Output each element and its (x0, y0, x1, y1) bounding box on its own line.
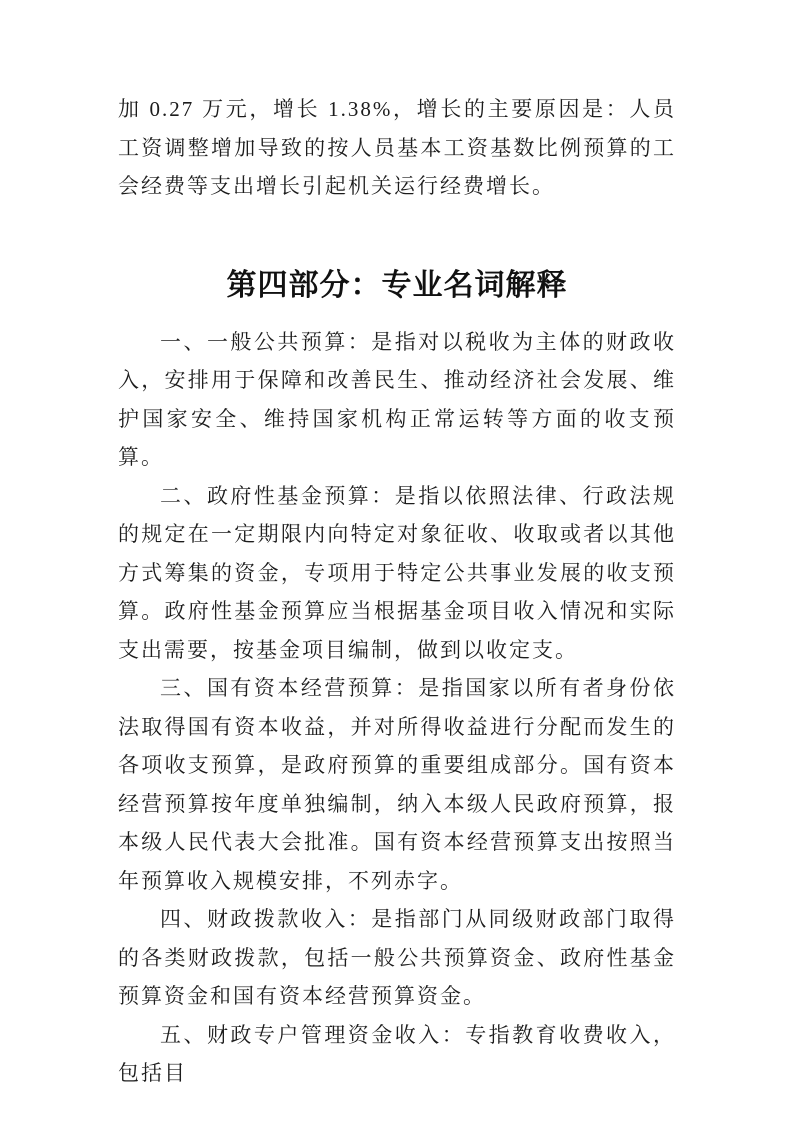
term-paragraph-government-fund-budget: 二、政府性基金预算：是指以依照法律、行政法规的规定在一定期限内向特定对象征收、收取或者以其他方式筹集的资金，专项用于特定公共事业发展的收支预算。政府性基金预算应当根据基金项目收入情况和实际支出需要，按基金项目编制，做到以收定支。 (118, 483, 676, 662)
term-paragraph-fiscal-appropriation-income: 四、财政拨款收入：是指部门从同级财政部门取得的各类财政拨款，包括一般公共预算资金、政府性基金预算资金和国有资本经营预算资金。 (118, 907, 676, 1008)
term-paragraph-state-capital-budget: 三、国有资本经营预算：是指国家以所有者身份依法取得国有资本收益，并对所得收益进行分配而发生的各项收支预算，是政府预算的重要组成部分。国有资本经营预算按年度单独编制，纳入本级人民政府预算，报本级人民代表大会批准。国有资本经营预算支出按照当年预算收入规模安排，不列赤字。 (118, 676, 676, 893)
section-heading: 第四部分：专业名词解释 (226, 268, 568, 302)
term-paragraph-fiscal-special-account-income: 五、财政专户管理资金收入：专指教育收费收入，包括目 (118, 1022, 676, 1085)
term-paragraph-general-public-budget: 一、一般公共预算：是指对以税收为主体的财政收入，安排用于保障和改善民生、推动经济社会发展、维护国家安全、维持国家机构正常运转等方面的收支预算。 (118, 329, 676, 469)
intro-paragraph: 加 0.27 万元，增长 1.38%，增长的主要原因是：人员工资调整增加导致的按人员基本工资基数比例预算的工会经费等支出增长引起机关运行经费增长。 (118, 97, 676, 198)
